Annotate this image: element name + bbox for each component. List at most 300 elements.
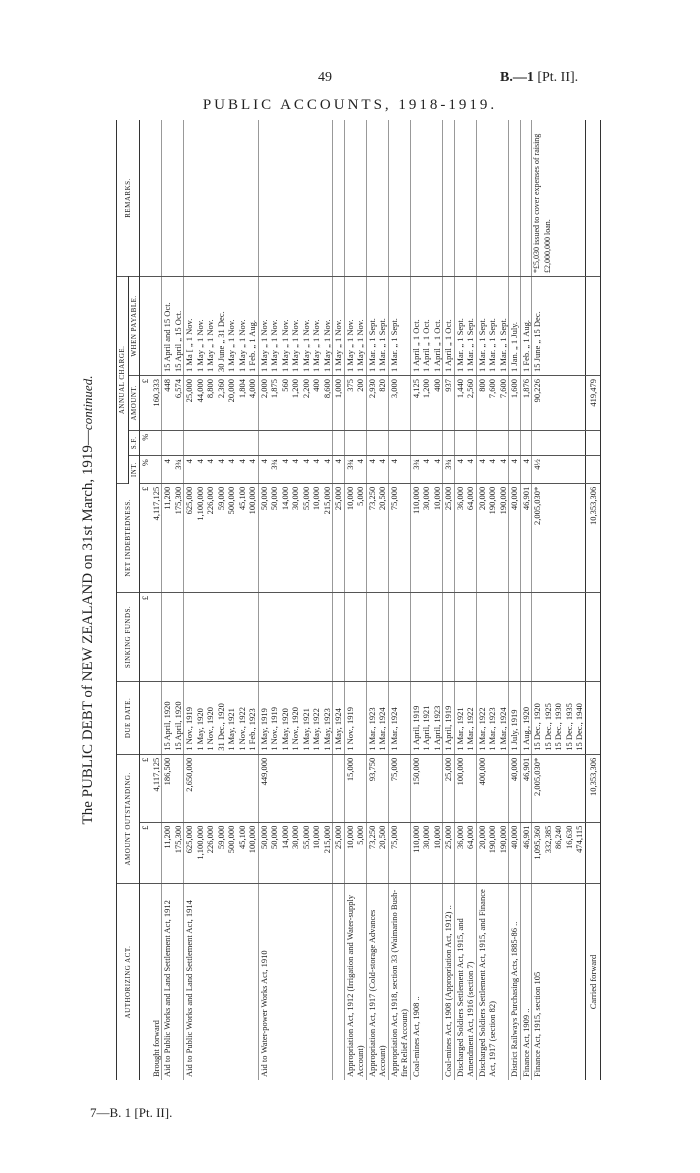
annual-amount-cell: [344, 375, 366, 430]
net-indebtedness-line: 500,000: [226, 486, 236, 515]
rate-int-line: 4: [421, 459, 431, 464]
rate-int-line: 4: [162, 459, 172, 464]
due-date-line: 1 Nov., 1919: [184, 706, 194, 751]
amount-outstanding-line: 1,100,000: [194, 825, 205, 860]
when-payable-line: 1 Feb. „ 1 Aug.: [520, 319, 531, 372]
due-date-line: 1 Aug., 1920: [520, 706, 531, 751]
page-number: 49: [318, 70, 332, 85]
col-due-date: DUE DATE.: [117, 682, 140, 755]
col-amount-outstanding: AMOUNT OUTSTANDING.: [117, 754, 140, 883]
annual-amount-cell: [333, 375, 345, 430]
net-indebtedness-line: 20,500: [377, 486, 387, 511]
amount-outstanding-line: 215,000: [321, 825, 332, 854]
amount-outstanding-line: 1,095,360: [532, 825, 542, 860]
amount-outstanding-line: 75,000: [388, 825, 399, 849]
remarks-cell: [366, 120, 388, 277]
due-date-cell: [151, 682, 162, 755]
rate-sf-cell: [366, 430, 388, 455]
amount-outstanding-line: 30,000: [421, 825, 431, 849]
annual-amount-line: 820: [377, 378, 387, 392]
due-date-line: 1 May, 1920: [279, 708, 290, 751]
table-row: [151, 120, 162, 1080]
amount-total-line: 4,117,125: [150, 757, 161, 792]
net-indebtedness-line: 1,100,000: [194, 486, 205, 521]
table-row: [509, 120, 521, 1080]
rate-int-line: 4: [194, 459, 205, 464]
rate-int-line: 4: [509, 459, 519, 464]
due-date-cell: [454, 682, 476, 755]
due-date-line: 1 May, 1920: [194, 708, 205, 751]
amount-outstanding-cell: [184, 822, 259, 883]
due-date-cell: [344, 682, 366, 755]
net-indebtedness-cell: [532, 483, 586, 592]
net-indebtedness-cell: [151, 483, 162, 592]
remarks-cell: [258, 120, 333, 277]
annual-amount-line: 3,000: [388, 378, 399, 399]
sinking-funds-cell: [258, 592, 333, 681]
public-debt-table: [116, 120, 601, 1080]
sinking-funds-cell: [520, 592, 532, 681]
net-indebtedness-line: 175,300: [172, 486, 183, 515]
sinking-funds-cell: [184, 592, 259, 681]
annual-amount-line: 1,600: [509, 378, 519, 399]
amount-outstanding-line: 45,100: [236, 825, 247, 849]
sinking-funds-cell: [388, 592, 410, 681]
net-indebtedness-line: 11,200: [162, 486, 172, 510]
net-indebtedness-line: 4,117,125: [150, 486, 161, 521]
col-annual-charge: ANNUAL CHARGE.: [117, 277, 129, 484]
when-payable-line: 1 May „ 1 Nov.: [194, 319, 205, 372]
when-payable-line: 1 Mar. „ 1 Sept.: [497, 318, 508, 372]
net-indebtedness-cell: [509, 483, 521, 592]
when-payable-cell: [258, 277, 333, 376]
unit-pound: £: [140, 822, 151, 883]
amount-total-cell: [476, 754, 509, 822]
when-payable-line: 1 May „ 1 Nov.: [344, 319, 355, 372]
when-payable-line: 1 Ma [ „ 1 Nov.: [184, 318, 194, 372]
annual-amount-line: 1,804: [236, 378, 247, 399]
annual-amount-line: 375: [344, 378, 355, 392]
rate-int-cell: [520, 456, 532, 484]
rate-int-cell: [162, 456, 184, 484]
amount-outstanding-line: 332,385: [542, 825, 553, 854]
due-date-line: 1 Mar., 1924: [377, 707, 387, 751]
rate-int-cell: [344, 456, 366, 484]
net-indebtedness-line: 45,100: [236, 486, 247, 511]
when-payable-line: 1 Mar. „ 1 Sept.: [465, 318, 475, 372]
table-row: [520, 120, 532, 1080]
remarks-cell: [344, 120, 366, 277]
due-date-cell: [388, 682, 410, 755]
rate-int-cell: [151, 456, 162, 484]
annual-amount-line: 400: [311, 378, 321, 392]
authorizing-act-line: Finance Act, 1915, section 105: [532, 971, 542, 1077]
amount-outstanding-line: 25,000: [333, 825, 343, 849]
authorizing-act-cell: [454, 884, 476, 1081]
table-row: [532, 120, 586, 1080]
amount-total-line: 150,000: [410, 757, 421, 786]
sinking-funds-cell: [443, 592, 455, 681]
authorizing-act-cell: [509, 884, 521, 1081]
rate-int-line: 4: [247, 459, 257, 464]
due-date-line: 1 Nov., 1920: [290, 706, 300, 751]
annual-amount-line: 937: [443, 378, 453, 392]
rate-int-line: 4: [377, 459, 387, 464]
when-payable-line: 1 May „ 1 Nov.: [333, 319, 343, 372]
net-indebtedness-line: 75,000: [388, 486, 399, 511]
amount-outstanding-cell: [344, 822, 366, 883]
unit-pound: £: [140, 375, 151, 430]
col-amount: AMOUNT.: [128, 375, 140, 430]
authorizing-act-cell: [344, 884, 366, 1081]
col-net-indebtedness: NET INDEBTEDNESS.: [117, 483, 140, 592]
amount-outstanding-line: 50,000: [269, 825, 279, 849]
carried-forward-label: Carried forward: [585, 884, 601, 1081]
when-payable-line: 15 April and 15 Oct.: [162, 302, 172, 372]
when-payable-cell: [184, 277, 259, 376]
table-row: [476, 120, 509, 1080]
sinking-funds-cell: [162, 592, 184, 681]
rate-sf-cell: [476, 430, 509, 455]
annual-amount-cell: [388, 375, 410, 430]
rate-sf-cell: [410, 430, 443, 455]
rate-int-line: 4: [465, 459, 475, 464]
amount-outstanding-line: 100,000: [247, 825, 257, 854]
authorizing-act-line: Coal-mines Act, 1908 ..: [410, 996, 421, 1077]
table-row: [162, 120, 184, 1080]
rate-int-cell: [532, 456, 586, 484]
annual-amount-line: 1,000: [333, 378, 343, 399]
rate-int-line: 4: [476, 459, 487, 464]
annual-amount-cell: [443, 375, 455, 430]
amount-total-line: 2,005,030*: [532, 757, 542, 797]
authorizing-act-cell: [333, 884, 345, 1081]
annual-amount-cell: [184, 375, 259, 430]
col-rate-sf: S.F.: [128, 430, 140, 455]
due-date-line: 1 May, 1919: [258, 708, 269, 751]
when-payable-line: 1 May „ 1 Nov.: [226, 319, 236, 372]
authorizing-act-line: Aid to Public Works and Land Settlement Act, 1912: [162, 900, 172, 1077]
sinking-funds-cell: [509, 592, 521, 681]
rate-int-line: 4½: [532, 459, 542, 470]
due-date-line: 1 Mar., 1924: [497, 707, 508, 751]
annual-amount-line: 448: [162, 378, 172, 392]
authorizing-act-line: Finance Act, 1909 ..: [520, 1008, 531, 1077]
amount-total-cell: [509, 754, 521, 822]
when-payable-line: 1 April „ 1 Oct.: [410, 319, 421, 372]
amount-outstanding-cell: [454, 822, 476, 883]
when-payable-cell: [520, 277, 532, 376]
rate-int-cell: [388, 456, 410, 484]
authorizing-act-line: Discharged Soldiers Settlement Act, 1915, and Amendment Act, 1916 (section 7): [454, 918, 475, 1077]
due-date-cell: [184, 682, 259, 755]
rate-int-cell: [258, 456, 333, 484]
net-indebtedness-line: 50,000: [258, 486, 269, 511]
remarks-line: *£5,030 issued to cover expenses of raising £2,000,000 loan.: [532, 133, 552, 273]
rate-int-line: 3¾: [443, 459, 453, 470]
annual-amount-line: 4,000: [247, 378, 257, 399]
authorizing-act-cell: [184, 884, 259, 1081]
annual-amount-line: 2,560: [465, 378, 475, 399]
net-indebtedness-cell: [184, 483, 259, 592]
amount-outstanding-cell: [520, 822, 532, 883]
amount-total-line: 75,000: [388, 757, 399, 782]
amount-outstanding-line: 16,630: [563, 825, 574, 849]
annual-amount-line: 1,875: [269, 378, 279, 399]
amount-total-cell: [344, 754, 366, 822]
annual-amount-line: 2,200: [300, 378, 311, 399]
due-date-line: 15 Dec., 1935: [563, 703, 574, 751]
amount-outstanding-line: 10,000: [311, 825, 321, 849]
amount-outstanding-line: 20,000: [476, 825, 487, 849]
due-date-line: 1 July, 1919: [509, 709, 519, 751]
net-indebtedness-line: 226,000: [205, 486, 215, 515]
document-reference: B.—1 [Pt. II].: [500, 70, 579, 85]
rate-int-line: 4: [279, 459, 290, 464]
when-payable-line: 1 Mar. „ 1 Sept.: [366, 318, 377, 372]
amount-outstanding-line: 11,200: [162, 825, 172, 849]
due-date-line: 15 April, 1920: [172, 701, 183, 751]
remarks-cell: [443, 120, 455, 277]
amount-total-cell: [532, 754, 586, 822]
when-payable-cell: [388, 277, 410, 376]
due-date-cell: [520, 682, 532, 755]
rate-int-line: 3¾: [269, 459, 279, 470]
amount-outstanding-line: 36,000: [454, 825, 465, 849]
rate-int-cell: [410, 456, 443, 484]
amount-outstanding-line: 73,250: [366, 825, 377, 849]
due-date-line: 15 Dec., 1925: [542, 703, 553, 751]
amount-outstanding-line: 625,000: [184, 825, 194, 854]
rate-int-cell: [509, 456, 521, 484]
rate-int-cell: [454, 456, 476, 484]
amount-outstanding-cell: [532, 822, 586, 883]
amount-outstanding-cell: [162, 822, 184, 883]
rate-sf-cell: [258, 430, 333, 455]
remarks-cell: [509, 120, 521, 277]
net-indebtedness-line: 55,000: [300, 486, 311, 511]
net-indebtedness-line: 30,000: [290, 486, 300, 511]
amount-outstanding-line: 474,115: [574, 825, 584, 853]
rate-int-line: 4: [520, 459, 531, 464]
rate-sf-cell: [151, 430, 162, 455]
unit-pound: £: [140, 592, 151, 681]
due-date-line: 15 Dec., 1940: [574, 703, 584, 751]
amount-outstanding-cell: [366, 822, 388, 883]
when-payable-cell: [410, 277, 443, 376]
net-indebtedness-line: 10,000: [311, 486, 321, 511]
authorizing-act-cell: [151, 884, 162, 1081]
net-indebtedness-line: 46,901: [520, 486, 531, 511]
when-payable-cell: [366, 277, 388, 376]
rate-int-line: 3¾: [172, 459, 183, 470]
amount-total-line: 400,000: [476, 757, 487, 786]
rate-int-line: 3¾: [410, 459, 421, 470]
due-date-line: 1 Nov., 1920: [205, 706, 215, 751]
annual-amount-line: 200: [355, 378, 365, 392]
rate-int-line: 4: [487, 459, 497, 464]
amount-outstanding-cell: [509, 822, 521, 883]
when-payable-cell: [532, 277, 586, 376]
when-payable-line: 1 Feb. „ 1 Aug.: [247, 319, 257, 372]
sinking-funds-cell: [454, 592, 476, 681]
authorizing-act-line: Coal-mines Act, 1908 (Appropriation Act, 1912) ..: [443, 905, 453, 1077]
authorizing-act-cell: [366, 884, 388, 1081]
annual-amount-cell: [366, 375, 388, 430]
due-date-cell: [532, 682, 586, 755]
col-when-payable: WHEN PAYABLE.: [128, 277, 140, 376]
net-indebtedness-cell: [454, 483, 476, 592]
net-indebtedness-line: 2,005,030*: [532, 486, 542, 525]
rate-int-line: 4: [236, 459, 247, 464]
unit-percent: %: [140, 430, 151, 455]
due-date-line: 1 Mar., 1922: [476, 707, 487, 751]
rate-sf-cell: [443, 430, 455, 455]
due-date-line: 1 Mar., 1921: [454, 707, 465, 751]
due-date-cell: [366, 682, 388, 755]
when-payable-cell: [344, 277, 366, 376]
amount-outstanding-line: 20,500: [377, 825, 387, 849]
unit-percent: %: [140, 456, 151, 484]
net-indebtedness-cell: [162, 483, 184, 592]
rate-int-line: 4: [258, 459, 269, 464]
amount-total-cell: [388, 754, 410, 822]
authorizing-act-cell: [162, 884, 184, 1081]
units-row: [140, 120, 151, 1080]
when-payable-cell: [476, 277, 509, 376]
authorizing-act-cell: [258, 884, 333, 1081]
net-indebtedness-line: 190,000: [487, 486, 497, 515]
rate-sf-cell: [162, 430, 184, 455]
authorizing-act-line: Discharged Soldiers Settlement Act, 1915, and Finance Act, 1917 (section 82): [476, 889, 497, 1077]
net-indebtedness-line: 25,000: [443, 486, 453, 511]
net-indebtedness-cell: [344, 483, 366, 592]
carried-forward-row: [585, 120, 601, 1080]
annual-amount-line: 7,600: [487, 378, 497, 399]
remarks-cell: [162, 120, 184, 277]
due-date-line: 1 Feb., 1923: [247, 708, 257, 751]
amount-outstanding-line: 46,901: [520, 825, 531, 849]
due-date-line: 1 Mar., 1923: [487, 707, 497, 751]
amount-outstanding-line: 40,000: [509, 825, 519, 849]
rate-sf-cell: [532, 430, 586, 455]
rate-sf-cell: [344, 430, 366, 455]
amount-outstanding-cell: [258, 822, 333, 883]
due-date-line: 1 April, 1919: [410, 705, 421, 751]
amount-total-line: 15,000: [344, 757, 355, 782]
rate-int-line: 4: [333, 459, 343, 464]
amount-outstanding-cell: [388, 822, 410, 883]
annual-amount-line: 8,800: [205, 378, 215, 399]
page-title: PUBLIC ACCOUNTS, 1918-1919.: [202, 97, 498, 113]
annual-amount-line: 400: [431, 378, 442, 392]
sinking-funds-cell: [532, 592, 586, 681]
amount-total-cell: [454, 754, 476, 822]
amount-total-line: 46,901: [520, 757, 531, 782]
rate-sf-cell: [509, 430, 521, 455]
when-payable-line: 1 May „ 1 Nov.: [279, 319, 290, 372]
amount-outstanding-line: 55,000: [300, 825, 311, 849]
annual-amount-line: 4,125: [410, 378, 421, 399]
rate-int-line: 4: [290, 459, 300, 464]
net-indebtedness-line: 215,000: [321, 486, 332, 515]
due-date-line: 15 Dec., 1930: [553, 703, 563, 751]
due-date-line: 1 Nov., 1919: [269, 706, 279, 751]
rate-int-cell: [443, 456, 455, 484]
net-indebtedness-line: 30,000: [421, 486, 431, 511]
when-payable-line: 1 April „ 1 Oct.: [431, 319, 442, 372]
authorizing-act-line: District Railways Purchasing Acts, 1885-86 ..: [509, 921, 519, 1077]
due-date-line: 1 May, 1924: [333, 708, 343, 751]
net-indebtedness-cell: [258, 483, 333, 592]
amount-outstanding-line: 59,000: [215, 825, 226, 849]
annual-amount-cell: [454, 375, 476, 430]
net-indebtedness-line: 50,000: [269, 486, 279, 511]
net-indebtedness-line: 14,000: [279, 486, 290, 511]
when-payable-line: 15 June „ 15 Dec.: [532, 311, 542, 372]
net-indebtedness-cell: [366, 483, 388, 592]
net-indebtedness-line: 59,000: [215, 486, 226, 511]
net-indebtedness-line: 5,000: [355, 486, 365, 506]
due-date-cell: [443, 682, 455, 755]
due-date-cell: [476, 682, 509, 755]
unit-pound: £: [140, 483, 151, 592]
when-payable-cell: [333, 277, 345, 376]
net-indebtedness-cell: [410, 483, 443, 592]
remarks-cell: [476, 120, 509, 277]
annual-amount-line: 2,930: [366, 378, 377, 399]
due-date-cell: [410, 682, 443, 755]
amount-outstanding-line: 10,000: [431, 825, 442, 849]
amount-outstanding-line: 64,000: [465, 825, 475, 849]
annual-amount-line: 1,200: [290, 378, 300, 399]
annual-amount-cell: [162, 375, 184, 430]
net-indebtedness-cell: [333, 483, 345, 592]
when-payable-cell: [162, 277, 184, 376]
rate-int-line: 4: [497, 459, 508, 464]
annual-amount-line: 2,360: [215, 378, 226, 399]
rate-sf-cell: [333, 430, 345, 455]
remarks-cell: [333, 120, 345, 277]
remarks-cell: [454, 120, 476, 277]
authorizing-act-cell: [476, 884, 509, 1081]
annual-amount-line: 1,200: [421, 378, 431, 399]
amount-total-line: 100,000: [454, 757, 465, 786]
net-indebtedness-line: 73,250: [366, 486, 377, 511]
annual-amount-line: 2,000: [258, 378, 269, 399]
due-date-line: 1 Nov., 1919: [344, 706, 355, 751]
due-date-line: 1 May, 1921: [226, 708, 236, 751]
when-payable-line: 1 May „ 1 Nov.: [300, 319, 311, 372]
when-payable-line: 1 May „ 1 Nov.: [205, 319, 215, 372]
rate-int-line: 4: [184, 459, 194, 464]
net-indebtedness-line: 20,000: [476, 486, 487, 511]
when-payable-cell: [454, 277, 476, 376]
when-payable-line: 1 May „ 1 Nov.: [258, 319, 269, 372]
amount-outstanding-cell: [410, 822, 443, 883]
amount-total-line: 449,000: [258, 757, 269, 786]
table-row: [258, 120, 333, 1080]
net-indebtedness-cell: [388, 483, 410, 592]
due-date-cell: [162, 682, 184, 755]
net-indebtedness-line: 625,000: [184, 486, 194, 515]
amount-outstanding-cell: [333, 822, 345, 883]
rate-int-line: 4: [454, 459, 465, 464]
rate-int-line: 4: [355, 459, 365, 464]
when-payable-line: 1 May „ 1 Nov.: [355, 319, 365, 372]
table-row: [443, 120, 455, 1080]
amount-total-cell: [258, 754, 333, 822]
